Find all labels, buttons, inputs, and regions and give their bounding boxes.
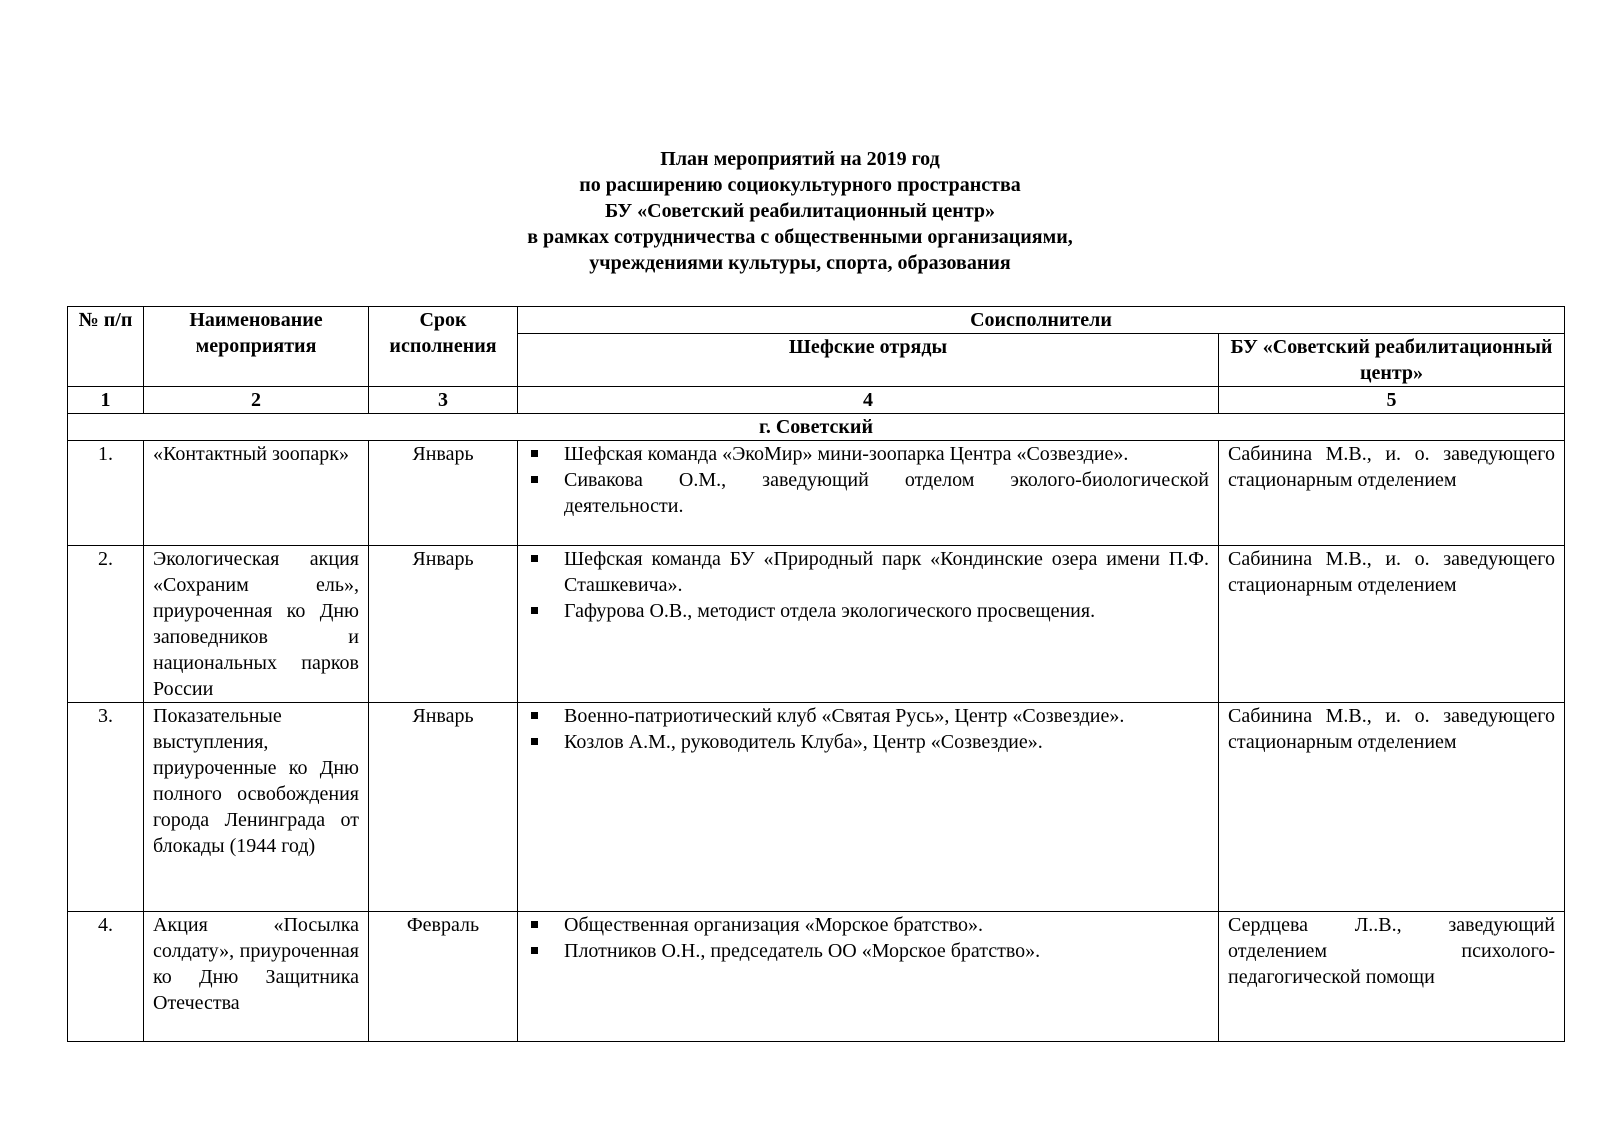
partner-text: Шефская команда «ЭкоМир» мини-зоопарка Центра «Созвездие». (564, 443, 1129, 465)
partner-text: Шефская команда БУ «Природный парк «Кондинские озера имени П.Ф. Сташкевича». (564, 548, 1209, 596)
header-coexecutors: Соисполнители (518, 307, 1565, 334)
partners-cell (518, 441, 1219, 546)
title-line: в рамках сотрудничества с общественными организациями, (527, 226, 1073, 248)
list-item (527, 703, 1209, 729)
event-name: Показательные выступления, приуроченные ко Дню полного освобождения города Ленинграда от блокады (1944 год) (144, 703, 369, 912)
title-line: по расширению социокультурного пространства (579, 174, 1021, 196)
header-center: БУ «Советский реабилитационный центр» (1219, 334, 1565, 387)
column-number: 1 (68, 387, 144, 414)
partner-text: Плотников О.Н., председатель ОО «Морское братство». (564, 940, 1041, 962)
list-item (527, 441, 1209, 467)
event-name: «Контактный зоопарк» (144, 441, 369, 546)
responsible-person: Сабинина М.В., и. о. заведующего стационарным отделением (1219, 546, 1565, 703)
partners-list (527, 912, 1209, 964)
event-term: Январь (369, 441, 518, 546)
bullet-icon (531, 450, 538, 457)
header-name: Наименование мероприятия (144, 307, 369, 387)
table-row (68, 703, 1565, 912)
bullet-icon (531, 555, 538, 562)
column-number: 3 (369, 387, 518, 414)
bullet-icon (531, 476, 538, 483)
responsible-person: Сабинина М.В., и. о. заведующего стационарным отделением (1219, 441, 1565, 546)
bullet-icon (531, 738, 538, 745)
partner-text: Гафурова О.В., методист отдела экологического просвещения. (564, 600, 1096, 622)
bullet-icon (531, 607, 538, 614)
column-number: 2 (144, 387, 369, 414)
partner-text: Военно-патриотический клуб «Святая Русь», Центр «Созвездие». (564, 705, 1125, 727)
responsible-person: Сердцева Л..В., заведующий отделением психолого-педагогической помощи (1219, 912, 1565, 1042)
table-row (68, 912, 1565, 1042)
column-number: 4 (518, 387, 1219, 414)
partner-text: Общественная организация «Морское братство». (564, 914, 983, 936)
event-name: Экологическая акция «Сохраним ель», приуроченная ко Дню заповедников и национальных парков России (144, 546, 369, 703)
responsible-person: Сабинина М.В., и. о. заведующего стационарным отделением (1219, 703, 1565, 912)
row-number: 3. (68, 703, 144, 912)
title-line: БУ «Советский реабилитационный центр» (604, 200, 996, 222)
partners-cell (518, 546, 1219, 703)
event-term: Февраль (369, 912, 518, 1042)
column-numbers-row (68, 387, 1565, 414)
section-row (68, 414, 1565, 441)
table-row (68, 546, 1565, 703)
bullet-icon (531, 947, 538, 954)
list-item (527, 598, 1209, 624)
event-name: Акция «Посылка солдату», приуроченная ко Дню Защитника Отечества (144, 912, 369, 1042)
row-number: 1. (68, 441, 144, 546)
events-plan-table (67, 306, 1565, 1042)
title-line: План мероприятий на 2019 год (660, 148, 940, 170)
header-term: Срок исполнения (369, 307, 518, 387)
document-title (0, 146, 1600, 276)
row-number: 2. (68, 546, 144, 703)
event-term: Январь (369, 546, 518, 703)
column-number: 5 (1219, 387, 1565, 414)
row-number: 4. (68, 912, 144, 1042)
list-item (527, 938, 1209, 964)
list-item (527, 729, 1209, 755)
header-row-top (68, 307, 1565, 334)
partners-list (527, 703, 1209, 755)
partners-cell (518, 703, 1219, 912)
bullet-icon (531, 921, 538, 928)
section-title: г. Советский (68, 414, 1565, 441)
table-row (68, 441, 1565, 546)
title-line: учреждениями культуры, спорта, образования (589, 252, 1011, 274)
partner-text: Козлов А.М., руководитель Клуба», Центр «Созвездие». (564, 731, 1043, 753)
header-squads: Шефские отряды (518, 334, 1219, 387)
list-item (527, 546, 1209, 598)
list-item (527, 467, 1209, 519)
event-term: Январь (369, 703, 518, 912)
partners-cell (518, 912, 1219, 1042)
partners-list (527, 546, 1209, 624)
list-item (527, 912, 1209, 938)
partners-list (527, 441, 1209, 519)
bullet-icon (531, 712, 538, 719)
header-num: № п/п (68, 307, 144, 387)
partner-text: Сивакова О.М., заведующий отделом эколого-биологической деятельности. (564, 469, 1209, 517)
